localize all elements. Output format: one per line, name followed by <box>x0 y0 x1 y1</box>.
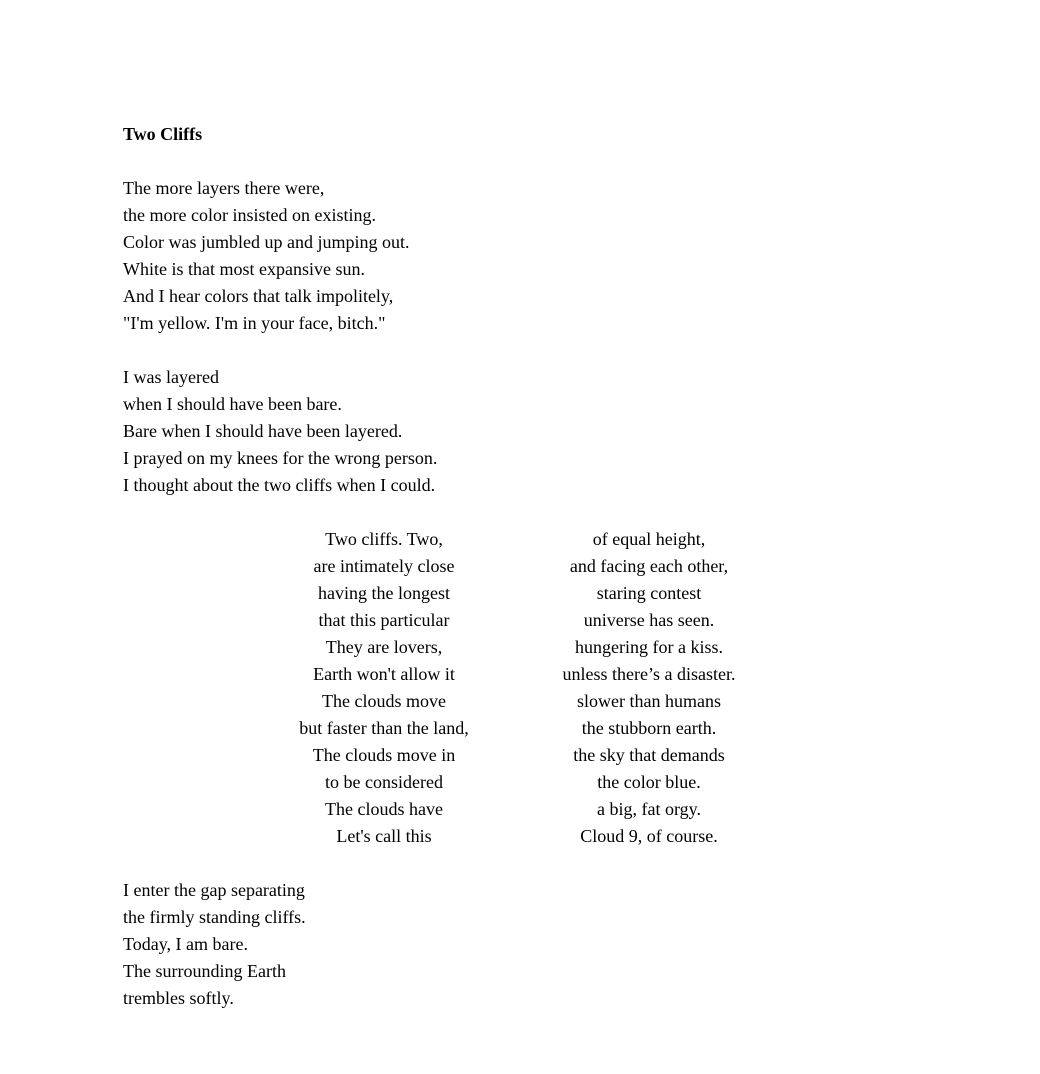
poem-line: The surrounding Earth <box>123 961 286 981</box>
poem-line: And I hear colors that talk impolitely, <box>123 286 394 306</box>
poem-line-right: unless there’s a disaster. <box>562 664 736 684</box>
middle-two-column-stanza <box>264 526 1000 850</box>
poem-line-left: The clouds move in <box>312 745 456 765</box>
poem-line-right: the color blue. <box>597 772 701 792</box>
poem-line: White is that most expansive sun. <box>123 259 365 279</box>
poem-line: trembles softly. <box>123 988 234 1008</box>
stanza-2 <box>123 364 1000 499</box>
poem-line: Bare when I should have been layered. <box>123 421 403 441</box>
stanza-1 <box>123 175 1000 337</box>
poem-title: Two Cliffs <box>123 124 203 144</box>
poem-line-right: staring contest <box>596 583 702 603</box>
poem-line-right: the stubborn earth. <box>581 718 717 738</box>
poem-line-left: The clouds move <box>322 691 446 711</box>
poem-line-right: Cloud 9, of course. <box>580 826 718 846</box>
poem-line-right: of equal height, <box>592 529 706 549</box>
closing-stanza <box>123 877 1000 1012</box>
poem-line: "I'm yellow. I'm in your face, bitch." <box>123 313 386 333</box>
poem-line-right: hungering for a kiss. <box>575 637 723 657</box>
poem-line: Color was jumbled up and jumping out. <box>123 232 410 252</box>
poem-line-right: the sky that demands <box>573 745 725 765</box>
poem-line-left: They are lovers, <box>325 637 443 657</box>
poem-line-right: a big, fat orgy. <box>597 799 701 819</box>
poem-line: I prayed on my knees for the wrong person. <box>123 448 438 468</box>
poem-line-left: but faster than the land, <box>299 718 469 738</box>
poem-line: the firmly standing cliffs. <box>123 907 306 927</box>
poem-line-left: to be considered <box>325 772 443 792</box>
poem-line-left: The clouds have <box>325 799 443 819</box>
poem-line-left: having the longest <box>318 583 450 603</box>
poem-line-right: universe has seen. <box>583 610 715 630</box>
poem-line-left: Earth won't allow it <box>313 664 455 684</box>
poem-line-right: slower than humans <box>577 691 721 711</box>
poem-line: I was layered <box>123 367 219 387</box>
poem-line: when I should have been bare. <box>123 394 342 414</box>
poem-line-left: are intimately close <box>313 556 455 576</box>
poem-line: I enter the gap separating <box>123 880 305 900</box>
poem-line: The more layers there were, <box>123 178 325 198</box>
poem-line-left: that this particular <box>318 610 450 630</box>
poem-line: the more color insisted on existing. <box>123 205 376 225</box>
poem-line: Today, I am bare. <box>123 934 249 954</box>
poem-line: I thought about the two cliffs when I could. <box>123 475 436 495</box>
poem-line-left: Let's call this <box>336 826 432 846</box>
poem-line-left: Two cliffs. Two, <box>325 529 443 549</box>
poem-line-right: and facing each other, <box>569 556 729 576</box>
